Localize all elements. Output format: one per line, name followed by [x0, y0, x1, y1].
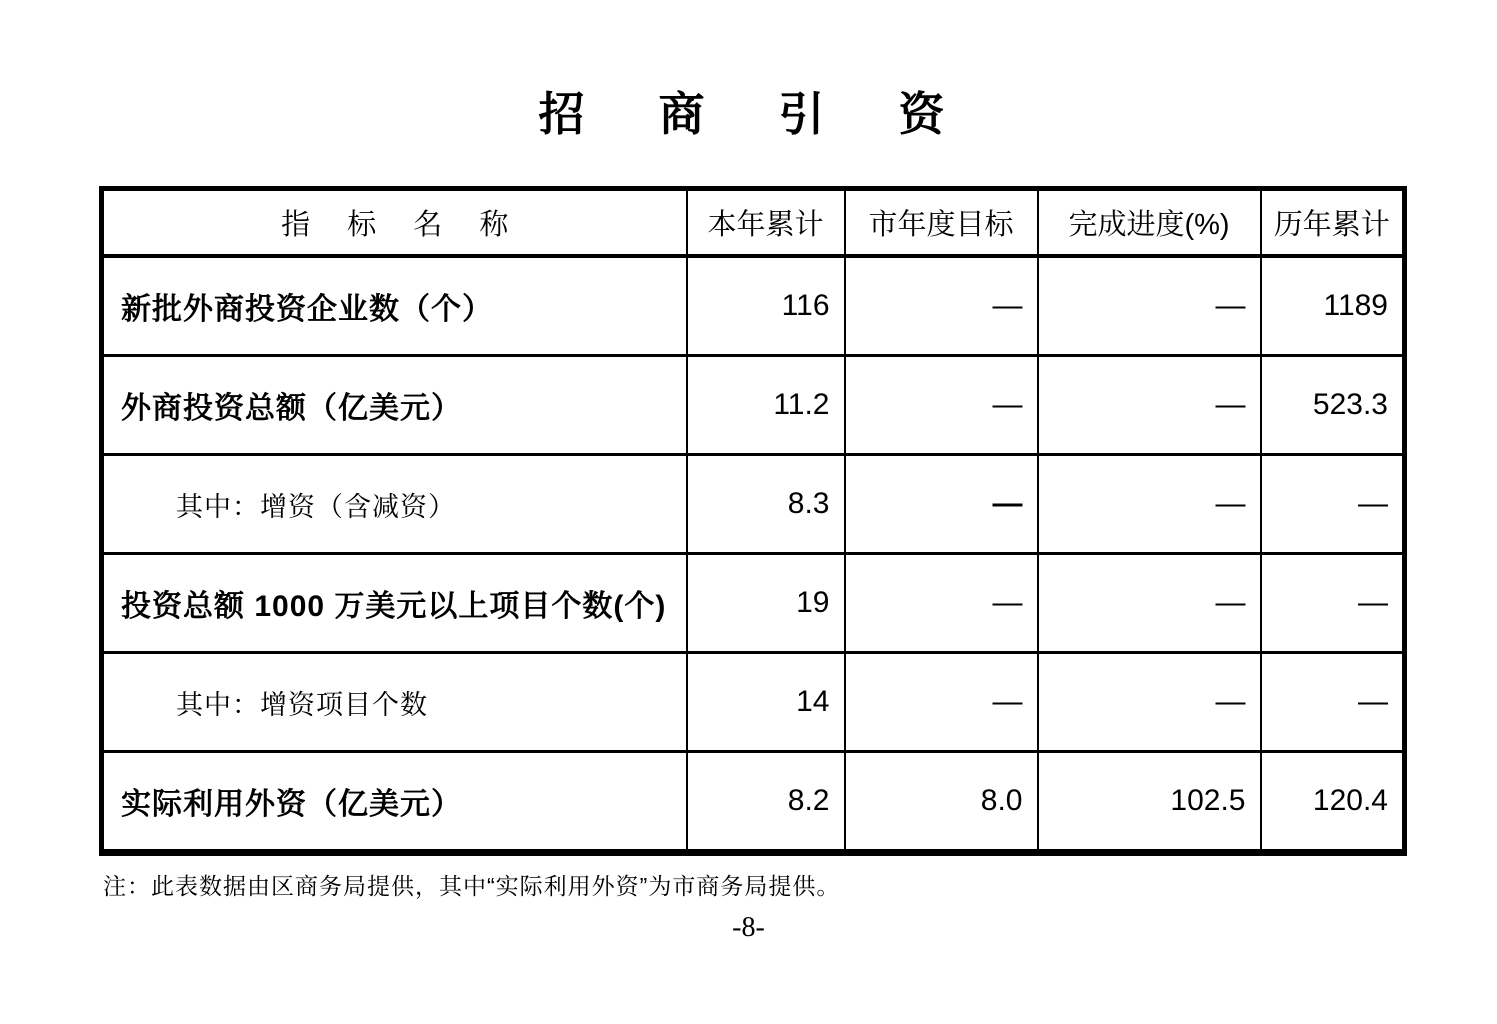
row-label: 实际利用外资（亿美元） [102, 752, 687, 853]
page-title: 招 商 引 资 [538, 88, 959, 140]
table-footnote: 注：此表数据由区商务局提供，其中“实际利用外资”为市商务局提供。 [103, 873, 841, 899]
cell-value: 8.0 [845, 752, 1038, 853]
table-row-3 [102, 554, 1405, 653]
cell-value: — [1261, 455, 1405, 554]
cell-value: 8.3 [687, 455, 845, 554]
row-label: 投资总额 1000 万美元以上项目个数(个) [102, 554, 687, 653]
table-row-5 [102, 752, 1405, 853]
cell-value: — [845, 356, 1038, 455]
cell-value: 120.4 [1261, 752, 1405, 853]
column-header-1: 本年累计 [687, 189, 845, 257]
row-label: 其中：增资项目个数 [102, 653, 687, 752]
investment-table [99, 186, 1407, 856]
cell-value: 11.2 [687, 356, 845, 455]
table-header [102, 189, 1405, 257]
table-body [102, 256, 1405, 853]
cell-value: 523.3 [1261, 356, 1405, 455]
cell-value: 116 [687, 256, 845, 356]
cell-value: — [845, 554, 1038, 653]
table-header-row [102, 189, 1405, 257]
cell-value: — [845, 455, 1038, 554]
cell-value: 14 [687, 653, 845, 752]
cell-value: — [1038, 455, 1261, 554]
table-row-2 [102, 455, 1405, 554]
column-header-3: 完成进度(%) [1038, 189, 1261, 257]
cell-value: — [1261, 653, 1405, 752]
column-header-0: 指 标 名 称 [102, 189, 687, 257]
cell-value: — [1038, 356, 1261, 455]
row-label: 新批外商投资企业数（个） [102, 256, 687, 356]
cell-value: — [1261, 554, 1405, 653]
table-row-0 [102, 256, 1405, 356]
cell-value: — [1038, 554, 1261, 653]
cell-value: 8.2 [687, 752, 845, 853]
row-label: 其中：增资（含减资） [102, 455, 687, 554]
cell-value: 19 [687, 554, 845, 653]
cell-value: — [1038, 653, 1261, 752]
row-label: 外商投资总额（亿美元） [102, 356, 687, 455]
cell-value: — [845, 256, 1038, 356]
table-row-1 [102, 356, 1405, 455]
cell-value: 1189 [1261, 256, 1405, 356]
page-number: -8- [732, 912, 765, 943]
cell-value: — [845, 653, 1038, 752]
cell-value: — [1038, 256, 1261, 356]
column-header-2: 市年度目标 [845, 189, 1038, 257]
cell-value: 102.5 [1038, 752, 1261, 853]
column-header-4: 历年累计 [1261, 189, 1405, 257]
table-row-4 [102, 653, 1405, 752]
